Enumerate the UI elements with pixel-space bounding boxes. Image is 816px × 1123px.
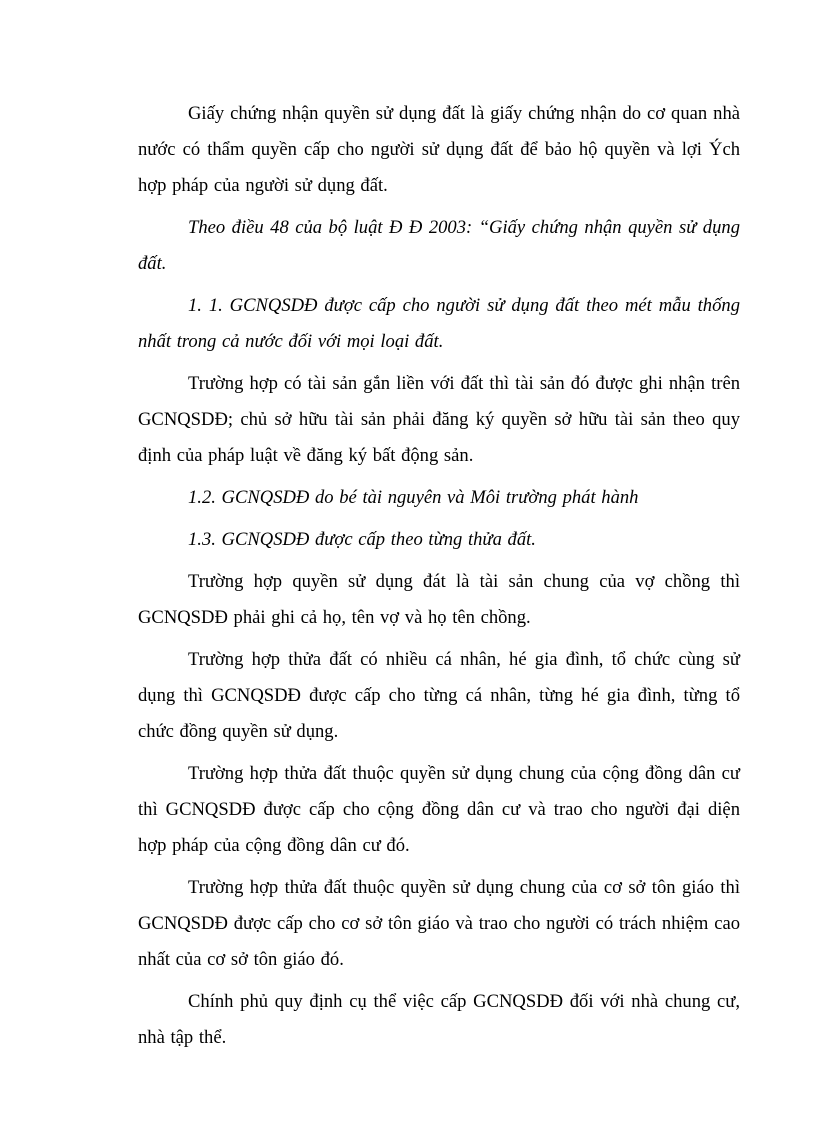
paragraph-attached-assets: Trường hợp có tài sản gắn liền với đất thì tài sản đó được ghi nhận trên GCNQSDĐ; chủ sở hữu tài sản phải đăng ký quyền sở hữu tài sản theo quy định của pháp luật về đăng ký bất động sản. <box>138 373 740 466</box>
paragraph-definition: Giấy chứng nhận quyền sử dụng đất là giấy chứng nhận do cơ quan nhà nước có thẩm quyền cấp cho người sử dụng đất để bảo hộ quyền và lợi Ých hợp pháp của người sử dụng đất. <box>138 103 740 196</box>
paragraph-clause-1-1: 1. 1. GCNQSDĐ được cấp cho người sử dụng đất theo mét mẫu thống nhất trong cả nước đối với mọi loại đất. <box>138 295 740 352</box>
paragraph-community: Trường hợp thửa đất thuộc quyền sử dụng chung của cộng đồng dân cư thì GCNQSDĐ được cấp cho cộng đồng dân cư và trao cho người đại diện hợp pháp của cộng đồng dân cư đó. <box>138 763 740 856</box>
document-body <box>138 96 740 1062</box>
paragraph-article-48: Theo điều 48 của bộ luật Đ Đ 2003: “Giấy chứng nhận quyền sử dụng đất. <box>138 217 740 274</box>
paragraph-multiple-users: Trường hợp thửa đất có nhiều cá nhân, hé gia đình, tổ chức cùng sử dụng thì GCNQSDĐ được cấp cho từng cá nhân, từng hé gia đình, từng tổ chức đồng quyền sử dụng. <box>138 649 740 742</box>
paragraph-clause-1-3: 1.3. GCNQSDĐ được cấp theo từng thửa đất. <box>188 529 536 550</box>
paragraph-spouse-property: Trường hợp quyền sử dụng đát là tài sản chung của vợ chồng thì GCNQSDĐ phải ghi cả họ, tên vợ và họ tên chồng. <box>138 571 740 628</box>
paragraph-religious: Trường hợp thửa đất thuộc quyền sử dụng chung của cơ sở tôn giáo thì GCNQSDĐ được cấp cho cơ sở tôn giáo và trao cho người có trách nhiệm cao nhất của cơ sở tôn giáo đó. <box>138 877 740 970</box>
paragraph-clause-1-2: 1.2. GCNQSDĐ do bé tài nguyên và Môi trường phát hành <box>188 487 639 508</box>
paragraph-government-regulation: Chính phủ quy định cụ thể việc cấp GCNQSDĐ đối với nhà chung cư, nhà tập thể. <box>138 991 740 1048</box>
